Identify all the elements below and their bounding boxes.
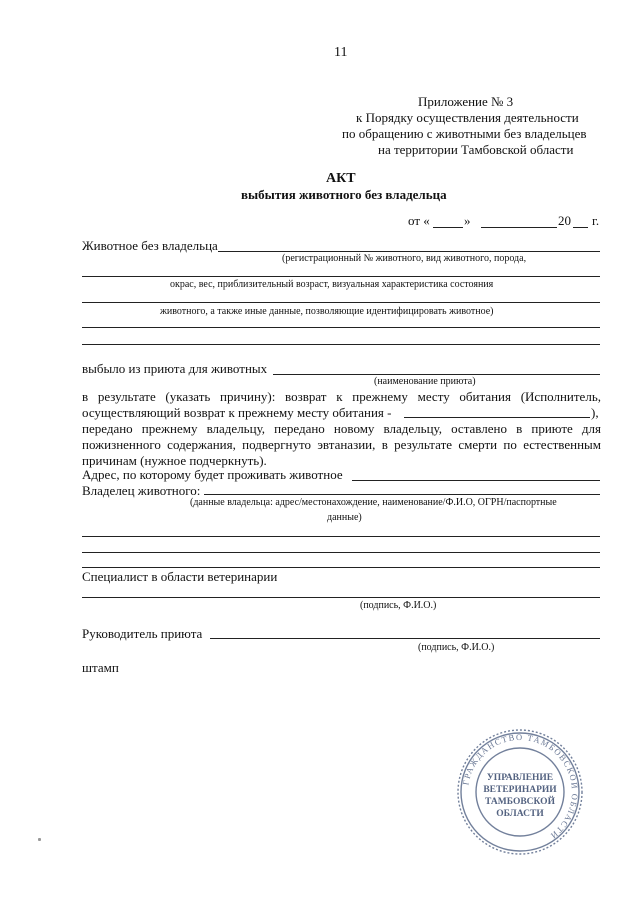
owner-field-4[interactable]: [82, 567, 600, 568]
date-prefix: от «: [408, 213, 430, 228]
shelter-label: выбыло из приюта для животных: [82, 361, 268, 376]
appendix-line-4: на территории Тамбовской области: [378, 142, 574, 157]
reason-line-2: [82, 405, 601, 421]
address-label: Адрес, по которому будет проживать животное: [82, 467, 343, 482]
date-mid: »: [464, 213, 471, 228]
seal-line-4: ОБЛАСТИ: [496, 809, 544, 819]
seal-line-1: УПРАВЛЕНИЕ: [486, 773, 554, 783]
animal-hint-3: животного, а также иные данные, позволяющие идентифицировать животное): [160, 306, 494, 317]
margin-mark: [38, 838, 41, 841]
date-year-field[interactable]: [573, 227, 588, 228]
date-month-field[interactable]: [481, 227, 557, 228]
address-field[interactable]: [352, 480, 600, 481]
doc-subtitle: выбытия животного без владельца: [241, 187, 447, 202]
reason-line-4: пожизненного содержания, подвергнуто эвтаназии, в результате смерти по естественным: [82, 437, 601, 452]
appendix-line-3: по обращению с животными без владельцев: [342, 126, 587, 141]
animal-field-3[interactable]: [82, 302, 600, 303]
animal-field-2[interactable]: [82, 276, 600, 277]
animal-field-4[interactable]: [82, 327, 600, 328]
stamp-label: штамп: [82, 660, 119, 675]
seal-line-3: ТАМБОВСКОЙ: [485, 797, 555, 807]
date-day-field[interactable]: [433, 227, 463, 228]
appendix-line-1: Приложение № 3: [418, 94, 514, 109]
vet-hint: (подпись, Ф.И.О.): [360, 600, 437, 611]
reason-line-2-text: осуществляющий возврат к прежнему месту обитания -: [82, 405, 392, 420]
animal-field-5[interactable]: [82, 344, 600, 345]
owner-label: Владелец животного:: [82, 483, 201, 498]
owner-field-1[interactable]: [204, 494, 600, 495]
page-number: 11: [334, 45, 348, 60]
seal-line-2: ВЕТЕРИНАРИИ: [483, 785, 557, 795]
animal-label: Животное без владельца: [82, 238, 218, 253]
head-signature-field[interactable]: [210, 638, 600, 639]
date-year-prefix: 20: [558, 213, 571, 228]
seal-ring-text: ГРАЖДАНСТВО ТАМБОВСКОЙ ОБЛАСТИ: [460, 731, 581, 842]
shelter-hint: (наименование приюта): [374, 376, 476, 387]
head-label: Руководитель приюта: [82, 626, 203, 641]
head-hint: (подпись, Ф.И.О.): [418, 642, 495, 653]
owner-field-2[interactable]: [82, 536, 600, 537]
animal-field-1[interactable]: [218, 251, 600, 252]
doc-title: АКТ: [326, 171, 356, 186]
vet-signature-field[interactable]: [82, 597, 600, 598]
reason-executor-field[interactable]: [404, 417, 590, 418]
owner-field-3[interactable]: [82, 552, 600, 553]
reason-line-2-end: ),: [591, 405, 599, 420]
owner-hint-1: (данные владельца: адрес/местонахождение, наименование/Ф.И.О, ОГРН/паспортные: [190, 497, 557, 508]
reason-line-1: в результате (указать причину): возврат к прежнему месту обитания (Исполнитель,: [82, 389, 601, 404]
animal-hint-2: окрас, вес, приблизительный возраст, визуальная характеристика состояния: [170, 279, 494, 290]
shelter-field[interactable]: [273, 374, 600, 375]
owner-hint-2: данные): [327, 512, 362, 523]
animal-hint-1: (регистрационный № животного, вид животного, порода,: [282, 253, 527, 264]
reason-line-3: передано прежнему владельцу, передано новому владельцу, оставлено в приюте для: [82, 421, 601, 436]
vet-label: Специалист в области ветеринарии: [82, 569, 278, 584]
appendix-line-2: к Порядку осуществления деятельности: [356, 110, 579, 125]
date-suffix: г.: [592, 213, 600, 228]
reason-paragraph: [82, 389, 601, 469]
reason-line-5: причинам (нужное подчеркнуть).: [82, 453, 267, 468]
official-seal-stamp: [456, 728, 584, 856]
